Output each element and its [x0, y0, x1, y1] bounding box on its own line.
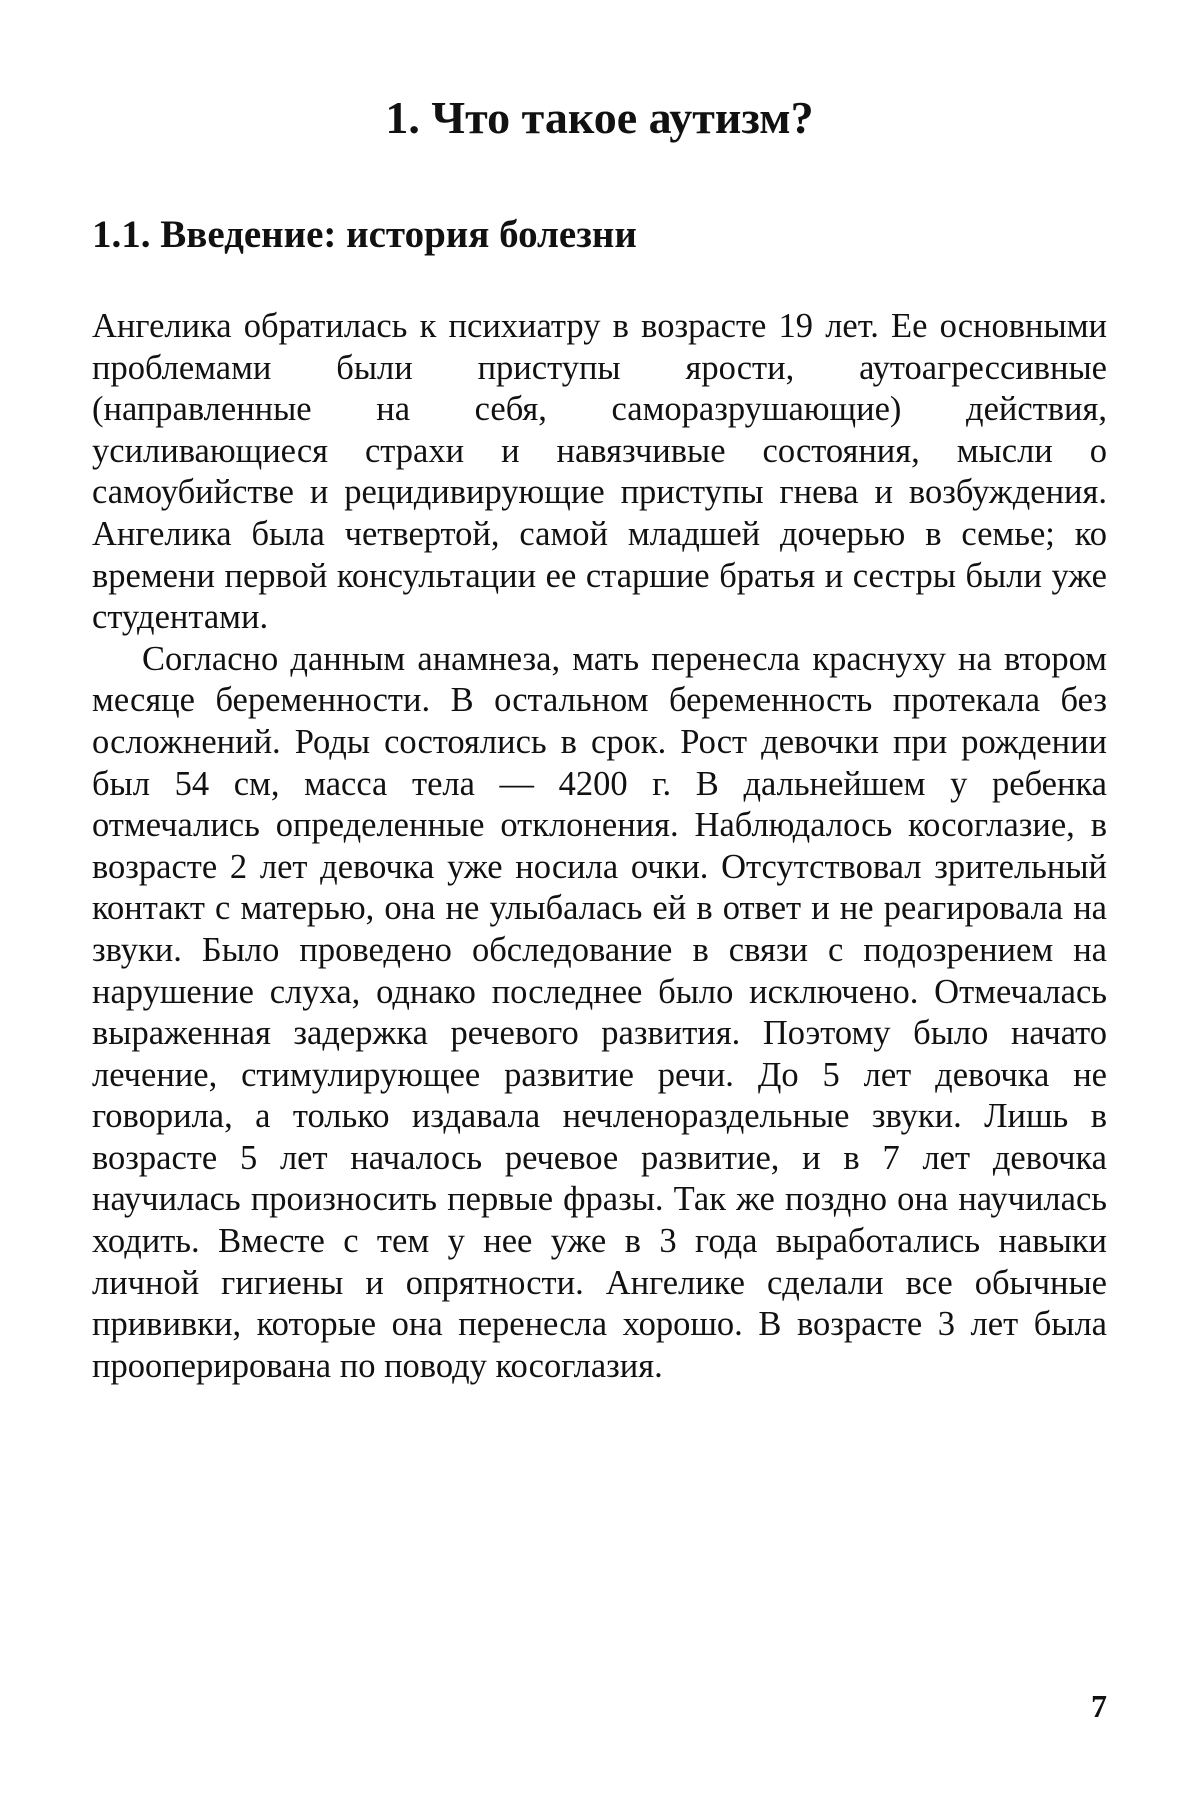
paragraph-2: Согласно данным анамнеза, мать перенесла краснуху на втором месяце беременности. В остальном беременность протекала без осложнений. Роды состоялись в срок. Рост девочки при рождении был 54 см, масса тела — 4200 г. В дальнейшем у ребенка отмечались определенные отклонения. Наблюдалось косоглазие, в возрасте 2 лет девочка уже носила очки. Отсутствовал зрительный контакт с матерью, она не улыбалась ей в ответ и не реагировала на звуки. Было проведено обследование в связи с подозрением на нарушение слуха, однако последнее было исключено. Отмечалась выраженная задержка речевого развития. Поэтому было начато лечение, стимулирующее развитие речи. До 5 лет девочка не говорила, а только издавала нечленораздельные звуки. Лишь в возрасте 5 лет началось речевое развитие, и в 7 лет девочка научилась произносить первые фразы. Так же поздно она научилась ходить. Вместе с тем у нее уже в 3 года выработались навыки личной гигиены и опрятности. Ангелике сделали все обычные прививки, которые она перенесла хорошо. В возрасте 3 лет была прооперирована по поводу косоглазия.: [92, 639, 1107, 1385]
body-text: [92, 306, 1107, 1387]
page-number: 7: [1091, 1688, 1107, 1724]
chapter-title: 1. Что такое аутизм?: [385, 92, 814, 143]
paragraph-1: Ангелика обратилась к психиатру в возрасте 19 лет. Ее основными проблемами были приступы ярости, аутоагрессивные (направленные на себя, саморазрушающие) действия, усиливающиеся страхи и навязчивые состояния, мысли о самоубийстве и рецидивирующие приступы гнева и возбуждения. Ангелика была четвертой, самой младшей дочерью в семье; ко времени первой консультации ее старшие братья и сестры были уже студентами.: [92, 307, 1107, 637]
section-title: 1.1. Введение: история болезни: [92, 213, 637, 256]
book-page: [92, 0, 1107, 1796]
